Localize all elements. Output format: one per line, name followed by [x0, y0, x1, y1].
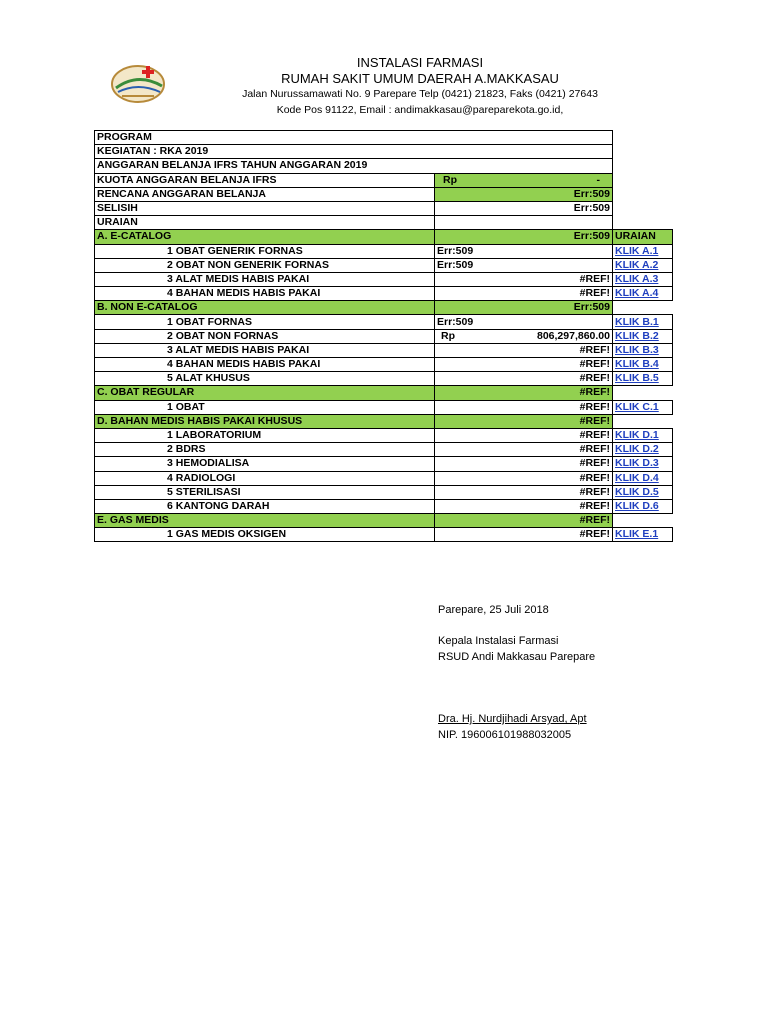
row-value: #REF! [435, 287, 613, 301]
uraian-label: URAIAN [95, 216, 435, 230]
table-row [95, 329, 673, 343]
section-a-value: Err:509 [435, 230, 613, 244]
row-label: 3 ALAT MEDIS HABIS PAKAI [95, 272, 435, 286]
row-label: 5 STERILISASI [95, 485, 435, 499]
row-label: 1 OBAT [95, 400, 435, 414]
row-label: 1 LABORATORIUM [95, 428, 435, 442]
klik-a4-link[interactable]: KLIK A.4 [613, 287, 673, 301]
selisih-label: SELISIH [95, 201, 435, 215]
section-c-value: #REF! [435, 386, 613, 400]
klik-d3-link[interactable]: KLIK D.3 [613, 457, 673, 471]
klik-a1-link[interactable]: KLIK A.1 [613, 244, 673, 258]
rencana-value: Err:509 [435, 187, 613, 201]
row-label: 1 GAS MEDIS OKSIGEN [95, 528, 435, 542]
row-value: 806,297,860.00 [537, 329, 610, 342]
table-row [95, 343, 673, 357]
section-a-extra: URAIAN [613, 230, 673, 244]
row-label: 5 ALAT KHUSUS [95, 372, 435, 386]
table-row [95, 258, 673, 272]
klik-a3-link[interactable]: KLIK A.3 [613, 272, 673, 286]
kuota-currency: Rp [443, 173, 457, 186]
section-b-value: Err:509 [435, 301, 613, 315]
signatory-institution: RSUD Andi Makkasau Parepare [438, 651, 596, 663]
place-date: Parepare, 25 Juli 2018 [438, 604, 549, 616]
budget-table [94, 130, 673, 542]
section-e-label: E. GAS MEDIS [95, 514, 435, 528]
header-hospital-name: RUMAH SAKIT UMUM DAERAH A.MAKKASAU [281, 71, 559, 86]
row-value: #REF! [435, 528, 613, 542]
section-row [95, 386, 673, 400]
section-a-label: A. E-CATALOG [95, 230, 435, 244]
table-row [95, 315, 673, 329]
row-value: #REF! [435, 272, 613, 286]
klik-b4-link[interactable]: KLIK B.4 [613, 358, 673, 372]
program-label: PROGRAM [95, 131, 613, 145]
table-row [95, 372, 673, 386]
table-row [95, 216, 673, 230]
header-address: Jalan Nurussamawati No. 9 Parepare Telp (0421) 21823, Faks (0421) 27643 [242, 88, 598, 100]
klik-d2-link[interactable]: KLIK D.2 [613, 443, 673, 457]
header-institution: INSTALASI FARMASI [356, 55, 484, 70]
row-label: 6 KANTONG DARAH [95, 499, 435, 513]
section-b-label: B. NON E-CATALOG [95, 301, 435, 315]
table-row [95, 499, 673, 513]
anggaran-title: ANGGARAN BELANJA IFRS TAHUN ANGGARAN 2019 [95, 159, 613, 173]
row-label: 2 OBAT NON GENERIK FORNAS [95, 258, 435, 272]
rencana-label: RENCANA ANGGARAN BELANJA [95, 187, 435, 201]
row-label: 1 OBAT FORNAS [95, 315, 435, 329]
row-value-cell [435, 329, 613, 343]
section-row [95, 514, 673, 528]
section-d-value: #REF! [435, 414, 613, 428]
table-row [95, 443, 673, 457]
table-row [95, 244, 673, 258]
table-row [95, 272, 673, 286]
klik-b5-link[interactable]: KLIK B.5 [613, 372, 673, 386]
row-value: #REF! [435, 471, 613, 485]
row-value: Err:509 [435, 315, 613, 329]
table-row [95, 471, 673, 485]
table-row [95, 131, 673, 145]
klik-b2-link[interactable]: KLIK B.2 [613, 329, 673, 343]
klik-d1-link[interactable]: KLIK D.1 [613, 428, 673, 442]
table-row [95, 145, 673, 159]
kuota-label: KUOTA ANGGARAN BELANJA IFRS [95, 173, 435, 187]
klik-d5-link[interactable]: KLIK D.5 [613, 485, 673, 499]
signatory-nip: NIP. 196006101988032005 [438, 729, 572, 741]
currency-label: Rp [441, 329, 455, 342]
row-value: #REF! [435, 428, 613, 442]
table-row [95, 187, 673, 201]
table-row [95, 528, 673, 542]
table-row [95, 201, 673, 215]
row-value: #REF! [435, 372, 613, 386]
kuota-value: - [596, 173, 600, 186]
section-row [95, 230, 673, 244]
row-value: Err:509 [435, 244, 613, 258]
section-d-label: D. BAHAN MEDIS HABIS PAKAI KHUSUS [95, 414, 435, 428]
row-value: Err:509 [435, 258, 613, 272]
klik-d4-link[interactable]: KLIK D.4 [613, 471, 673, 485]
kuota-cell [435, 173, 613, 187]
row-label: 2 BDRS [95, 443, 435, 457]
klik-b1-link[interactable]: KLIK B.1 [613, 315, 673, 329]
table-row [95, 159, 673, 173]
row-value: #REF! [435, 499, 613, 513]
klik-b3-link[interactable]: KLIK B.3 [613, 343, 673, 357]
row-value: #REF! [435, 443, 613, 457]
row-value: #REF! [435, 343, 613, 357]
row-label: 3 HEMODIALISA [95, 457, 435, 471]
table-row [95, 485, 673, 499]
table-row [95, 457, 673, 471]
table-row [95, 400, 673, 414]
row-value: #REF! [435, 358, 613, 372]
signatory-name: Dra. Hj. Nurdjihadi Arsyad, Apt [438, 713, 587, 725]
signatory-title: Kepala Instalasi Farmasi [438, 635, 559, 647]
kegiatan-label: KEGIATAN : RKA 2019 [95, 145, 613, 159]
klik-e1-link[interactable]: KLIK E.1 [613, 528, 673, 542]
table-row [95, 358, 673, 372]
section-e-value: #REF! [435, 514, 613, 528]
header-contact: Kode Pos 91122, Email : andimakkasau@pareparekota.go.id, [276, 104, 564, 116]
table-row [95, 287, 673, 301]
row-label: 4 BAHAN MEDIS HABIS PAKAI [95, 287, 435, 301]
section-row [95, 414, 673, 428]
row-label: 4 BAHAN MEDIS HABIS PAKAI [95, 358, 435, 372]
row-label: 2 OBAT NON FORNAS [95, 329, 435, 343]
row-label: 1 OBAT GENERIK FORNAS [95, 244, 435, 258]
klik-d6-link[interactable]: KLIK D.6 [613, 499, 673, 513]
section-row [95, 301, 673, 315]
row-value: #REF! [435, 457, 613, 471]
table-row [95, 428, 673, 442]
klik-c1-link[interactable]: KLIK C.1 [613, 400, 673, 414]
row-value: #REF! [435, 485, 613, 499]
row-label: 4 RADIOLOGI [95, 471, 435, 485]
klik-a2-link[interactable]: KLIK A.2 [613, 258, 673, 272]
row-label: 3 ALAT MEDIS HABIS PAKAI [95, 343, 435, 357]
section-c-label: C. OBAT REGULAR [95, 386, 435, 400]
selisih-value: Err:509 [435, 201, 613, 215]
row-value: #REF! [435, 400, 613, 414]
table-row [95, 173, 673, 187]
